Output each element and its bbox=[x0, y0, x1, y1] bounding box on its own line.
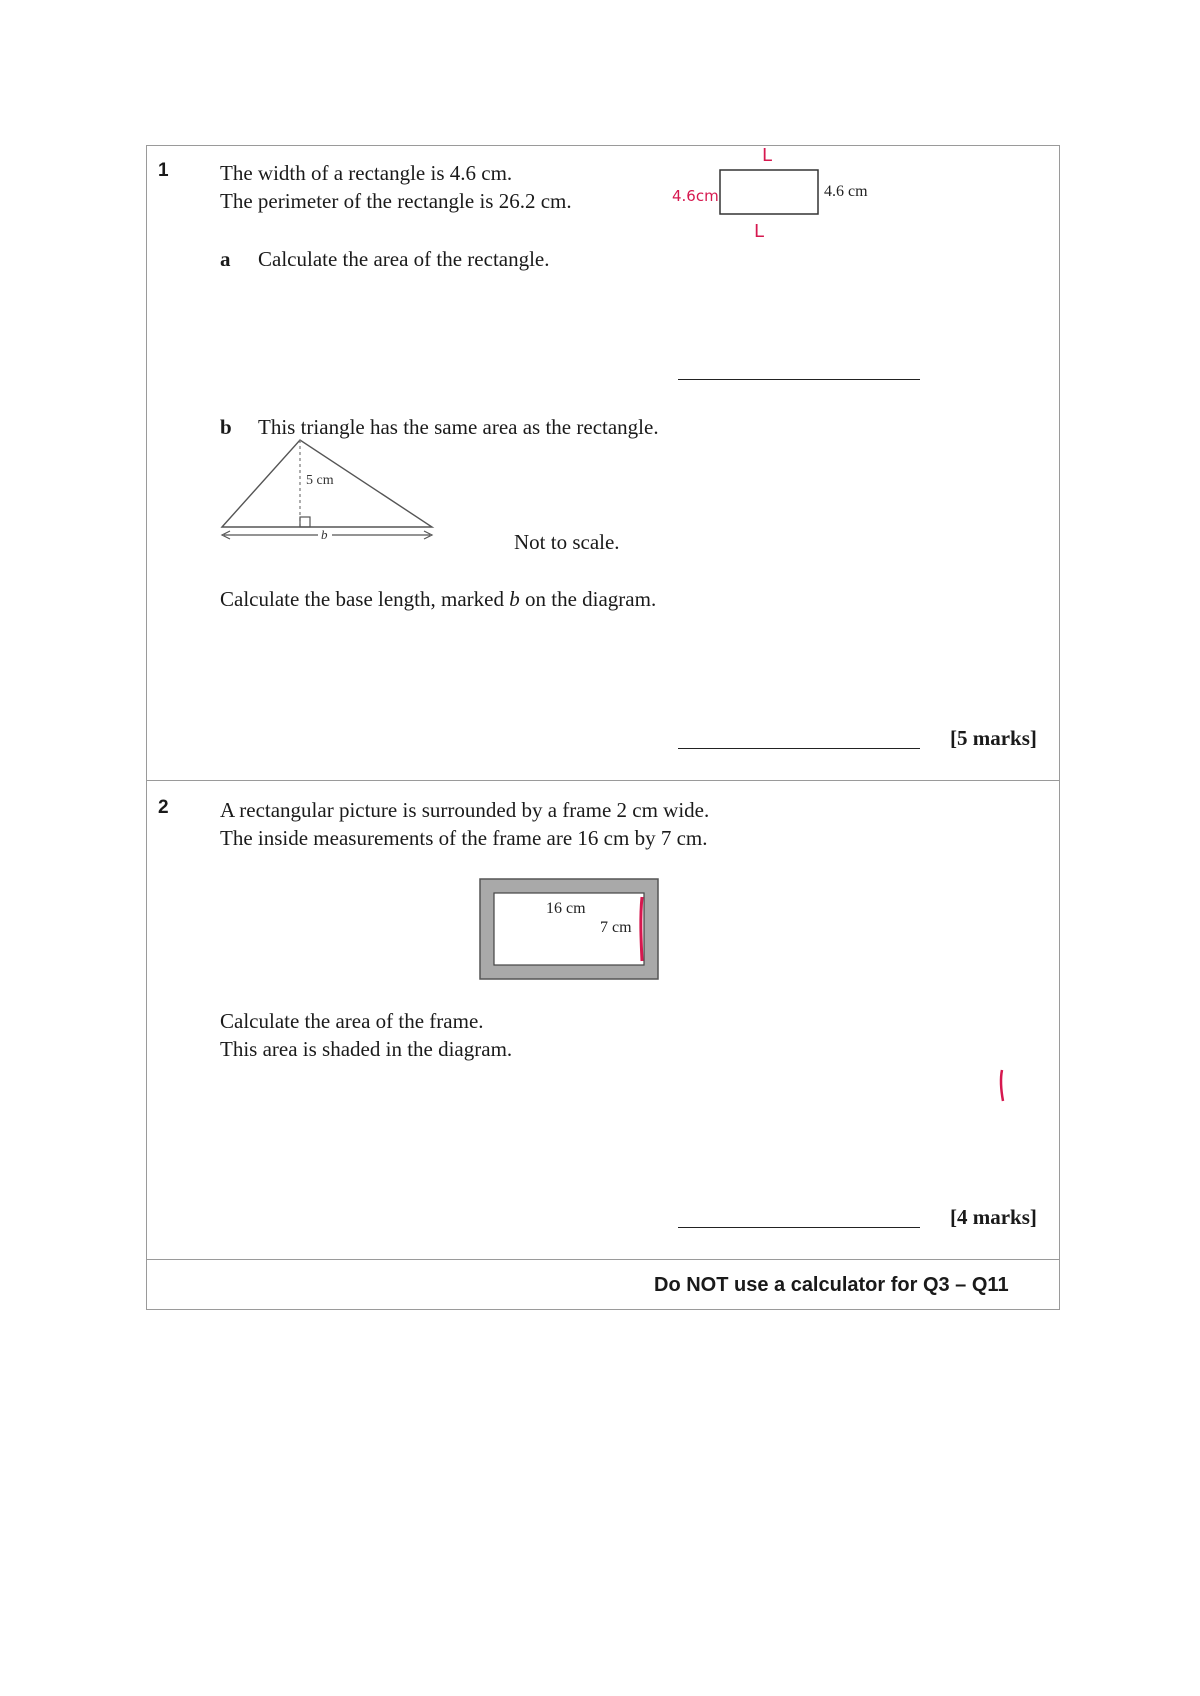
q1-line-1: The width of a rectangle is 4.6 cm. bbox=[220, 161, 513, 185]
q1-part-b-text: This triangle has the same area as the rectangle. bbox=[258, 415, 659, 439]
q2-line-1: A rectangular picture is surrounded by a frame 2 cm wide. bbox=[220, 798, 710, 822]
inner-width-label: 7 cm bbox=[600, 919, 632, 936]
calculator-note: Do NOT use a calculator for Q3 – Q11 bbox=[654, 1274, 1009, 1296]
handwritten-width: 4.6cm bbox=[672, 187, 719, 205]
q1a-answer-line bbox=[678, 379, 920, 380]
divider-q2-footer bbox=[147, 1259, 1059, 1260]
frame-diagram bbox=[478, 877, 662, 981]
rectangle-shape bbox=[720, 170, 818, 214]
triangle-diagram bbox=[214, 432, 444, 547]
q2-calc-line-2: This area is shaded in the diagram. bbox=[220, 1037, 513, 1061]
q2-answer-line bbox=[678, 1227, 920, 1228]
right-angle-marker bbox=[300, 517, 310, 527]
not-to-scale-note: Not to scale. bbox=[514, 530, 620, 554]
handwritten-length-top: L bbox=[762, 145, 773, 166]
q1b-answer-line bbox=[678, 748, 920, 749]
calc-base-pre: Calculate the base length, marked bbox=[220, 587, 510, 611]
question-number-1: 1 bbox=[158, 160, 169, 181]
q1-line-2: The perimeter of the rectangle is 26.2 cm. bbox=[220, 189, 572, 213]
question-number-2: 2 bbox=[158, 797, 169, 818]
question-box bbox=[146, 145, 1060, 1310]
q1-part-b-letter: b bbox=[220, 415, 232, 439]
q2-calc-line-1: Calculate the area of the frame. bbox=[220, 1009, 484, 1033]
calc-base-var: b bbox=[509, 587, 520, 611]
q2-marks: [4 marks] bbox=[950, 1205, 1037, 1229]
triangle-base-label: b bbox=[321, 527, 328, 542]
rectangle-diagram bbox=[660, 145, 900, 245]
q2-line-2: The inside measurements of the frame are 16 cm by 7 cm. bbox=[220, 826, 708, 850]
q1-calc-base bbox=[220, 585, 656, 613]
rectangle-width-label: 4.6 cm bbox=[824, 183, 868, 200]
handwritten-length-bottom: L bbox=[754, 221, 765, 242]
q1-part-a-text: Calculate the area of the rectangle. bbox=[258, 247, 550, 271]
triangle-height-label: 5 cm bbox=[306, 473, 334, 488]
q1-part-a-letter: a bbox=[220, 247, 231, 271]
q1-marks: [5 marks] bbox=[950, 726, 1037, 750]
inner-length-label: 16 cm bbox=[546, 900, 586, 917]
divider-q1-q2 bbox=[147, 780, 1059, 781]
calc-base-post: on the diagram. bbox=[519, 587, 657, 611]
handwritten-mark-frame bbox=[641, 897, 642, 961]
handwritten-stroke bbox=[995, 1068, 1011, 1104]
